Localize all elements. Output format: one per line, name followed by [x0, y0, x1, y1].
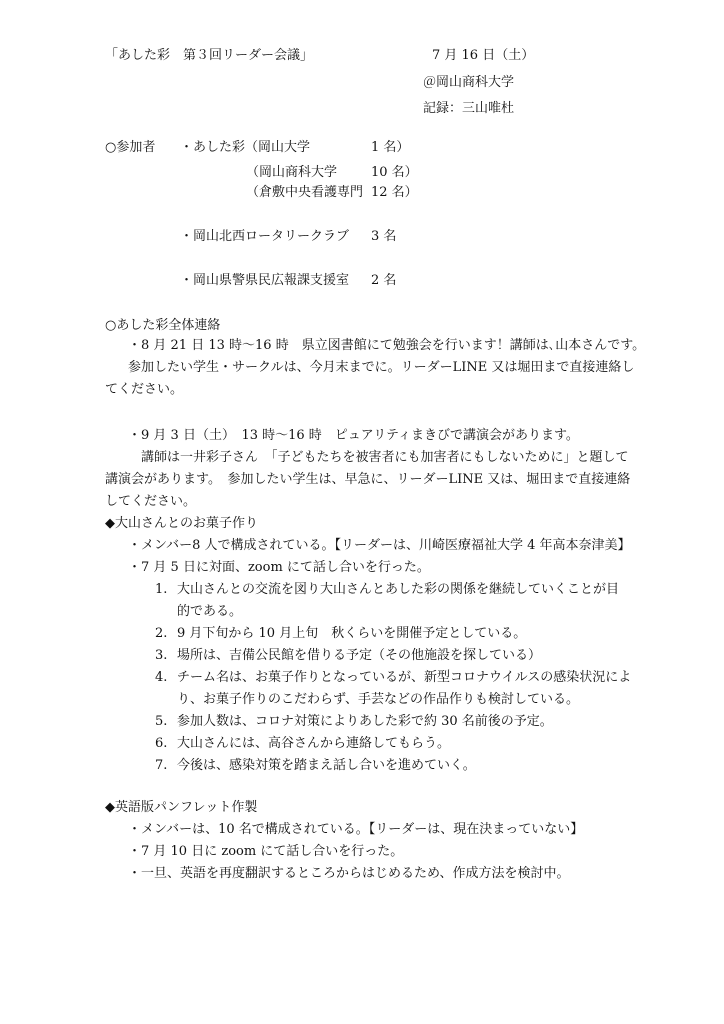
list-item-continuation: 的である。	[177, 604, 243, 619]
participant-count: 10 名）	[371, 165, 418, 180]
list-number: 1.	[155, 582, 168, 597]
participant-count: 2 名	[371, 273, 397, 288]
participant-count: 1 名）	[371, 140, 410, 155]
list-item: 参加人数は、コロナ対策によりあした彩で約 30 名前後の予定。	[177, 714, 553, 729]
general-line: てください。	[105, 382, 184, 397]
list-item: 9 月下旬から 10 月上旬 秋くらいを開催予定としている。	[177, 626, 527, 641]
sweets-line: ・7 月 5 日に対面、zoom にて話し合いを行った。	[128, 560, 430, 575]
pamphlet-line: ・7 月 10 日に zoom にて話し合いを行った。	[128, 844, 404, 859]
general-line: 参加したい学生・サークルは、今月末までに。リーダーLINE 又は堀田まで直接連絡し	[128, 360, 635, 375]
general-line: ・9 月 3 日（土） 13 時〜16 時 ピュアリティまきびで講演会があります。	[128, 428, 579, 443]
sweets-heading: ◆大山さんとのお菓子作り	[105, 516, 258, 531]
participant-group: （岡山商科大学	[246, 165, 338, 180]
participant-group: ・岡山北西ロータリークラブ	[180, 229, 350, 244]
list-number: 5.	[155, 714, 168, 729]
list-item: 大山さんには、高谷さんから連絡してもらう。	[177, 736, 451, 751]
pamphlet-line: ・メンバーは、10 名で構成されている。【リーダーは、現在決まっていない】	[128, 822, 584, 837]
meeting-venue: ＠岡山商科大学	[423, 75, 515, 90]
list-item: 今後は、感染対策を踏まえ話し合いを進めていく。	[177, 758, 476, 773]
general-heading: ○あした彩全体連絡	[105, 318, 221, 333]
participant-group: ・あした彩（岡山大学	[180, 140, 311, 155]
list-number: 7.	[155, 758, 168, 773]
general-line: 講演会があります。 参加したい学生は、早急に、リーダーLINE 又は、堀田まで直接連絡	[105, 472, 631, 487]
participants-heading: ○参加者	[105, 140, 156, 155]
list-item: 大山さんとの交流を図り大山さんとあした彩の関係を継続していくことが目	[177, 582, 620, 597]
participant-count: 12 名）	[371, 185, 418, 200]
meeting-date: 7 月 16 日（土）	[432, 48, 535, 63]
list-item: チーム名は、お菓子作りとなっているが、新型コロナウイルスの感染状況によ	[177, 670, 632, 685]
participant-group: （倉敷中央看護専門	[246, 185, 364, 200]
list-number: 2.	[155, 626, 168, 641]
general-line: 講師は一井彩子さん 「子どもたちを被害者にも加害者にもしないために」と題して	[141, 450, 629, 465]
list-number: 3.	[155, 648, 168, 663]
list-item-continuation: り、お菓子作りのこだわらず、手芸などの作品作りも検討している。	[177, 692, 579, 707]
general-line: してください。	[105, 494, 197, 509]
pamphlet-heading: ◆英語版パンフレット作製	[105, 800, 258, 815]
recorder: 記録：三山唯杜	[423, 101, 515, 116]
list-item: 場所は、吉備公民館を借りる予定（その他施設を探している）	[177, 648, 542, 663]
sweets-line: ・メンバー8 人で構成されている。【リーダーは、川崎医療福祉大学 4 年高本奈津美】	[128, 538, 631, 553]
participant-count: 3 名	[371, 229, 397, 244]
list-number: 4.	[155, 670, 168, 685]
pamphlet-line: ・一旦、英語を再度翻訳するところからはじめるため、作成方法を検討中。	[128, 866, 570, 881]
participant-group: ・岡山県警県民広報課支援室	[180, 273, 350, 288]
list-number: 6.	[155, 736, 168, 751]
document-title: 「あした彩 第３回リーダー会議」	[105, 48, 314, 63]
general-line: ・8 月 21 日 13 時〜16 時 県立図書館にて勉強会を行います！講師は､山本さんです。	[128, 338, 646, 353]
